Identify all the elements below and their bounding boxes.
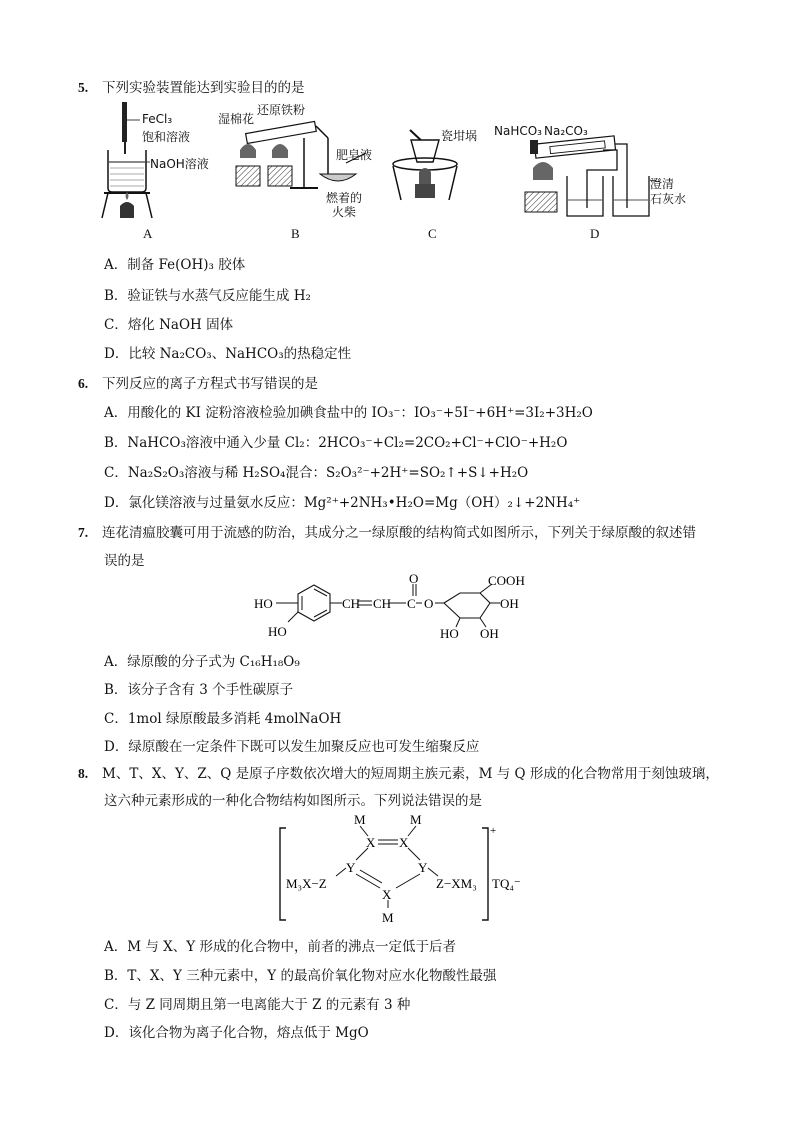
ho-group-3: HO — [440, 626, 459, 641]
carbonyl-oxygen: O — [409, 572, 419, 586]
question-5 — [78, 76, 305, 96]
cation-charge: + — [490, 825, 497, 837]
caption-d: D — [590, 226, 600, 241]
option-d[interactable]: D．该化合物为离子化合物，熔点低于 MgO — [104, 1025, 369, 1041]
question-stem-line-1: M、T、X、Y、Z、Q 是原子序数依次增大的短周期主族元素，M 与 Q 形成的化合物常用于刻蚀玻璃， — [102, 766, 719, 782]
carbonyl-carbon: C — [407, 596, 416, 611]
question-number: 6. — [78, 376, 89, 391]
cooh-group: COOH — [488, 573, 525, 588]
label-reduced-iron-powder: 还原铁粉 — [257, 103, 306, 117]
question-number: 8. — [78, 766, 89, 781]
option-c[interactable]: C．与 Z 同周期且第一电离能大于 Z 的元素有 3 种 — [104, 997, 411, 1013]
option-a[interactable]: A．制备 Fe(OH)₃ 胶体 — [104, 257, 246, 273]
question-8 — [78, 762, 719, 782]
option-b[interactable]: B．该分子含有 3 个手性碳原子 — [104, 682, 294, 698]
oh-group-1: OH — [500, 596, 519, 611]
right-group: Z−XM₃ — [436, 876, 477, 891]
ester-oxygen: O — [424, 596, 434, 611]
option-b[interactable]: B．NaHCO₃溶液中通入少量 Cl₂：2HCO₃⁻+Cl₂=2CO₂+Cl⁻+ClO⁻+H₂O — [104, 435, 568, 451]
option-a[interactable]: A．M 与 X、Y 形成的化合物中，前者的沸点一定低于后者 — [104, 939, 456, 955]
caption-b: B — [291, 226, 300, 241]
label-wet-cotton: 湿棉花 — [218, 112, 255, 126]
label-nahco3: NaHCO₃ — [494, 124, 542, 138]
option-a[interactable]: A．绿原酸的分子式为 C₁₆H₁₈O₉ — [104, 654, 300, 670]
chlorogenic-acid-structure — [248, 572, 558, 644]
label-saturated-solution: 饱和溶液 — [142, 130, 191, 144]
counter-ion: TQ₄⁻ — [492, 876, 521, 891]
ho-group-2: HO — [268, 624, 287, 639]
label-na2co3: Na₂CO₃ — [544, 124, 588, 138]
m-top-right: M — [410, 812, 422, 827]
left-group: M₃X−Z — [286, 876, 327, 891]
label-burning-match-1: 燃着的 — [326, 191, 363, 205]
label-burning-match-2: 火柴 — [332, 205, 357, 219]
option-c[interactable]: C．熔化 NaOH 固体 — [104, 317, 234, 333]
label-porcelain-crucible: 瓷坩埚 — [441, 129, 478, 143]
caption-c: C — [428, 226, 437, 241]
question-number: 5. — [78, 80, 89, 95]
question-7 — [78, 521, 696, 541]
ho-group-1: HO — [254, 596, 273, 611]
oh-group-2: OH — [480, 626, 499, 641]
option-d[interactable]: D．比较 Na₂CO₃、NaHCO₃的热稳定性 — [104, 346, 352, 362]
label-naoh-solution: NaOH溶液 — [150, 157, 209, 171]
caption-a: A — [143, 226, 153, 241]
option-d[interactable]: D．氯化镁溶液与过量氨水反应：Mg²⁺+2NH₃•H₂O=Mg（OH）₂↓+2NH₄⁺ — [104, 495, 581, 511]
m-top-left: M — [354, 812, 366, 827]
label-soap-solution: 肥皂液 — [336, 148, 373, 162]
option-d[interactable]: D．绿原酸在一定条件下既可以发生加聚反应也可发生缩聚反应 — [104, 739, 480, 755]
ionic-compound-structure — [276, 810, 546, 926]
option-a[interactable]: A．用酸化的 KI 淀粉溶液检验加碘食盐中的 IO₃⁻：IO₃⁻+5I⁻+6H⁺=3I₂+3H₂O — [104, 405, 593, 421]
question-stem-line-1: 连花清瘟胶囊可用于流感的防治，其成分之一绿原酸的结构简式如图所示，下列关于绿原酸的叙述错 — [102, 525, 696, 541]
question-stem: 下列反应的离子方程式书写错误的是 — [102, 376, 318, 392]
x-top-right: X — [399, 835, 409, 850]
label-fecl3: FeCl₃ — [142, 112, 173, 126]
label-limewater-2: 石灰水 — [650, 192, 687, 206]
option-c[interactable]: C．1mol 绿原酸最多消耗 4molNaOH — [104, 711, 342, 727]
question-stem-line-2: 这六种元素形成的一种化合物结构如图所示。下列说法错误的是 — [104, 793, 482, 809]
x-top-left: X — [366, 835, 376, 850]
y-right: Y — [418, 860, 428, 875]
question-stem: 下列实验装置能达到实验目的的是 — [102, 80, 305, 96]
question-6 — [78, 372, 318, 392]
option-b[interactable]: B．T、X、Y 三种元素中，Y 的最高价氧化物对应水化物酸性最强 — [104, 968, 497, 984]
option-b[interactable]: B．验证铁与水蒸气反应能生成 H₂ — [104, 288, 311, 304]
m-bottom: M — [382, 910, 394, 925]
question-number: 7. — [78, 525, 89, 540]
label-limewater-1: 澄清 — [650, 177, 675, 191]
y-left: Y — [346, 860, 356, 875]
ch-group-1: CH — [342, 596, 361, 611]
x-bottom: X — [382, 887, 392, 902]
question-stem-line-2: 误的是 — [104, 553, 145, 569]
option-c[interactable]: C．Na₂S₂O₃溶液与稀 H₂SO₄混合：S₂O₃²⁻+2H⁺=SO₂↑+S↓+H₂O — [104, 465, 529, 481]
ch-group-2: CH — [373, 596, 392, 611]
